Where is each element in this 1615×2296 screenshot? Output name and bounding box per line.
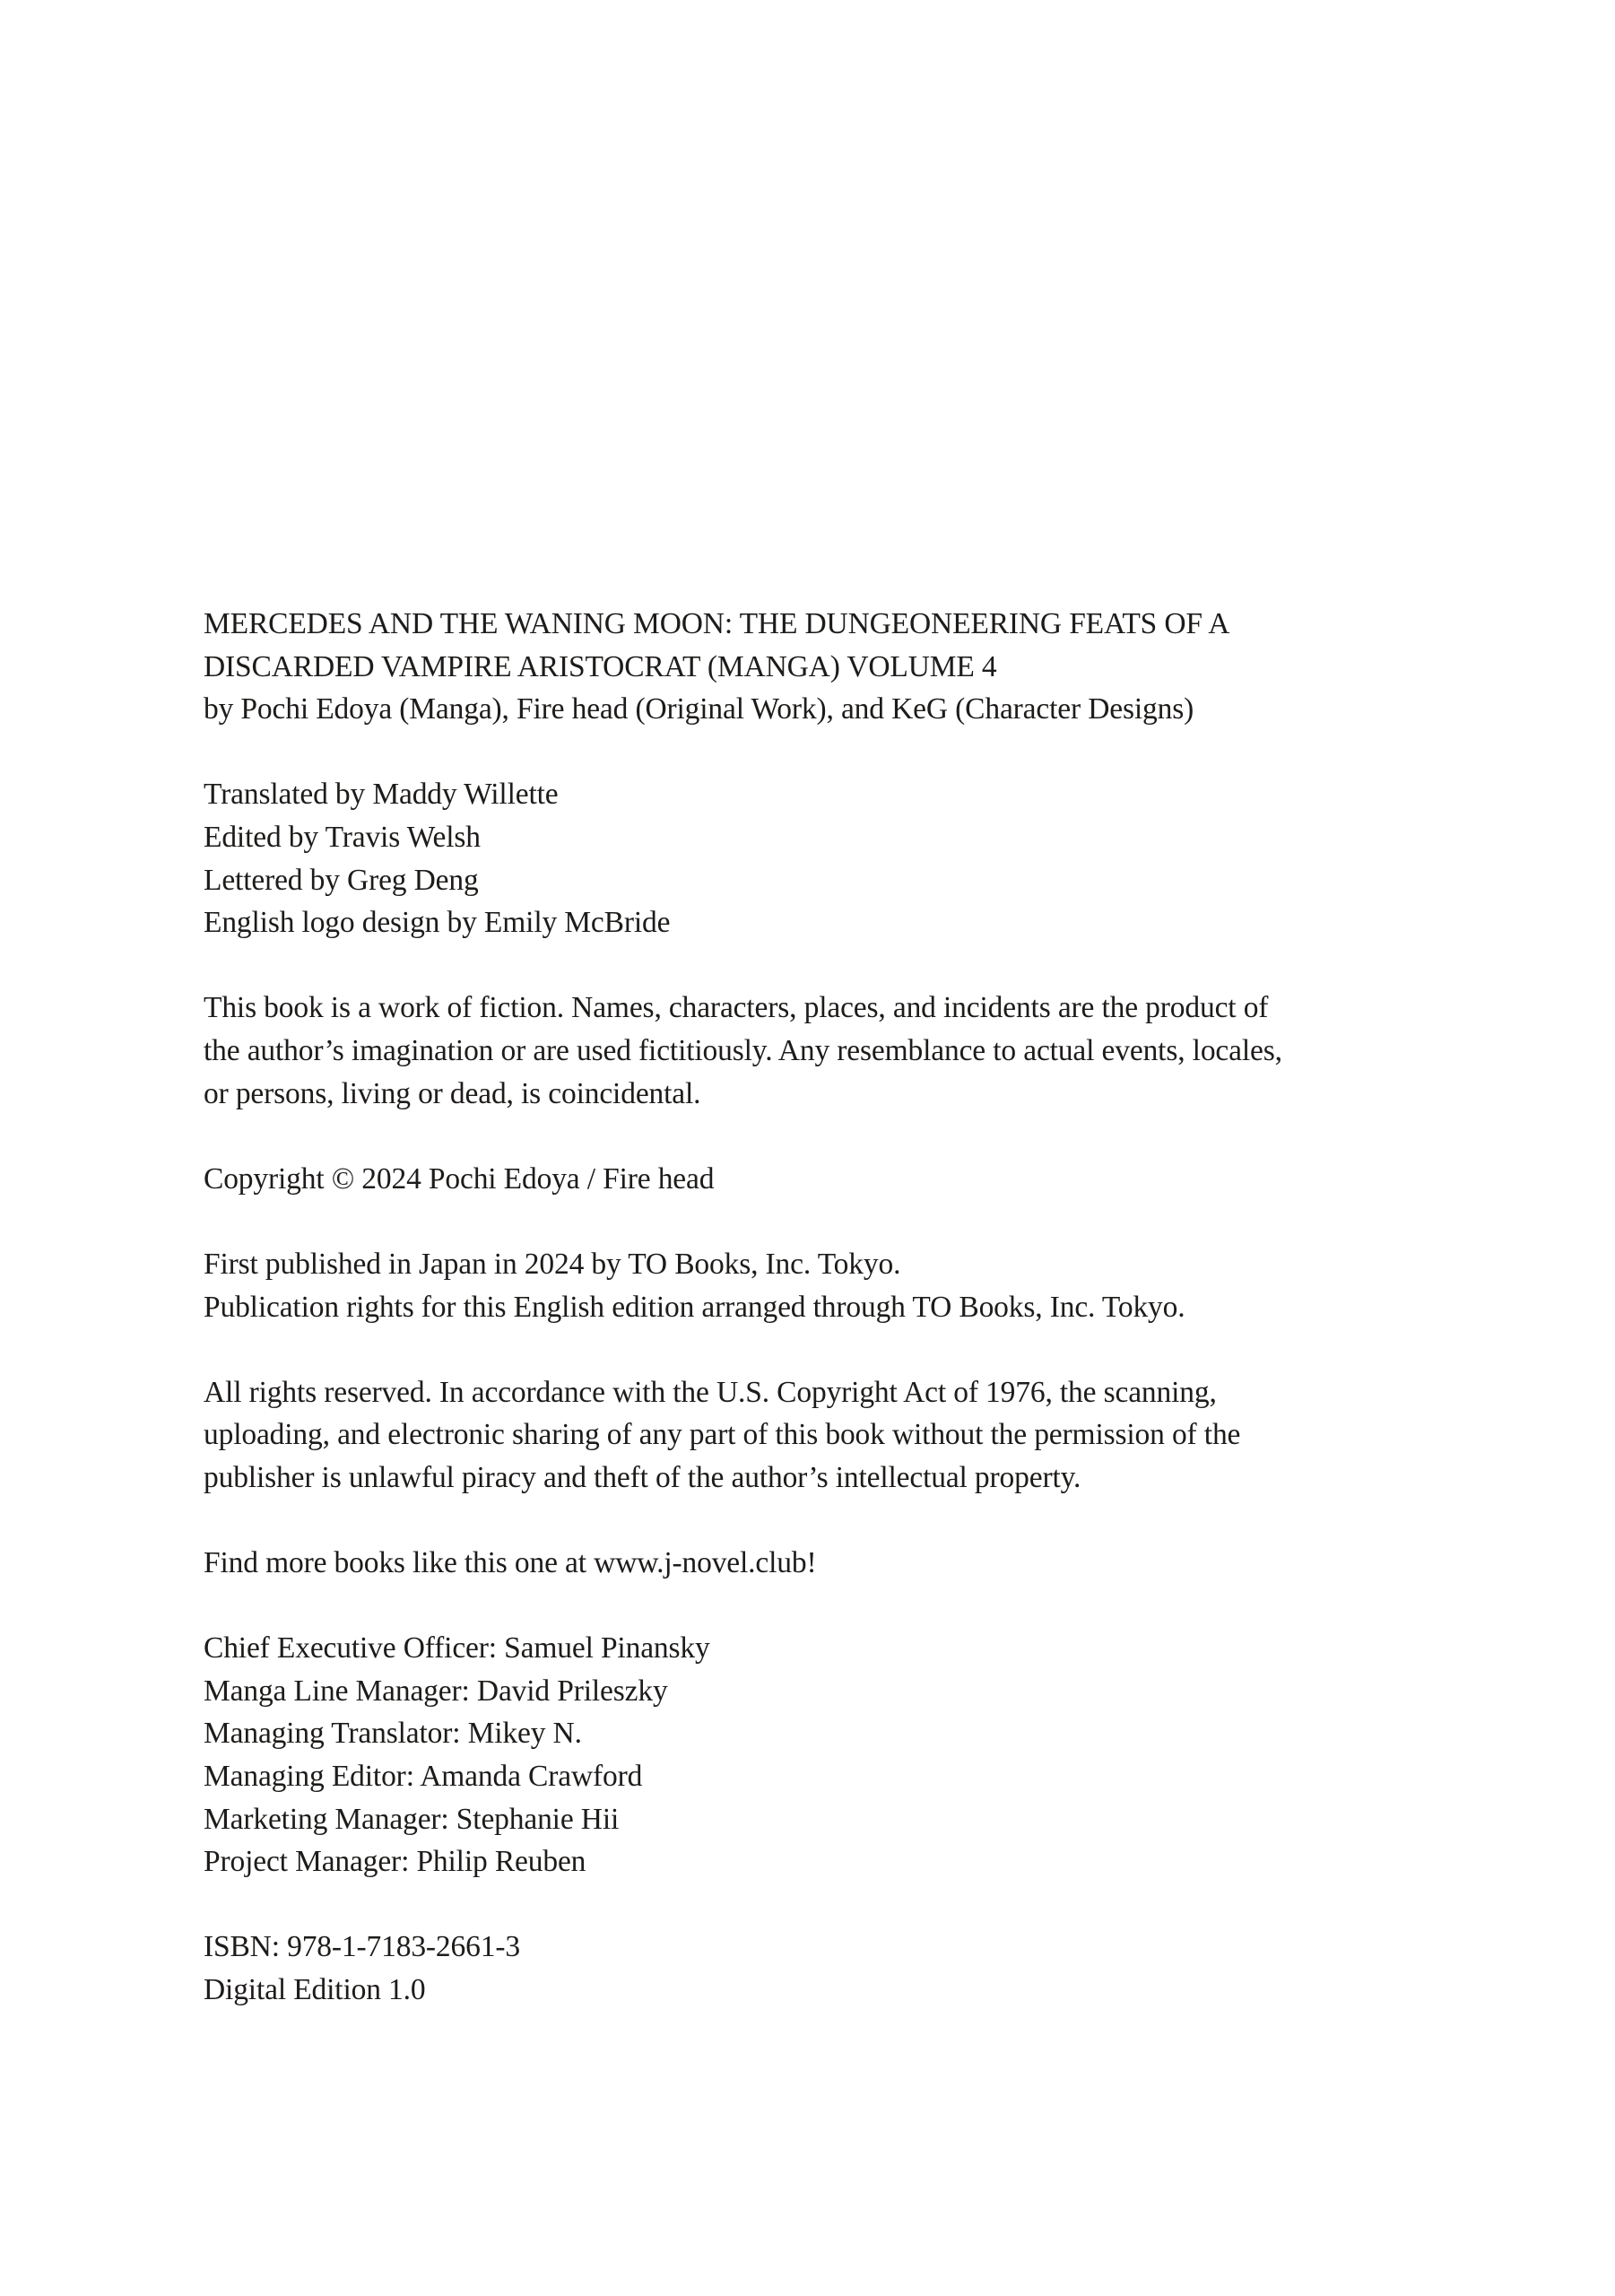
fiction-disclaimer-block	[204, 987, 1531, 1115]
rights-line-2: uploading, and electronic sharing of any part of this book without the permission of the	[204, 1418, 1241, 1452]
isbn-line: ISBN: 978-1-7183-2661-3	[204, 1930, 520, 1964]
copyright-notice-block	[204, 1158, 1531, 1201]
publication-rights-line: Publication rights for this English edition arranged through TO Books, Inc. Tokyo.	[204, 1290, 1185, 1324]
copyright-notice: Copyright © 2024 Pochi Edoya / Fire head	[204, 1161, 715, 1196]
publication-info-block	[204, 1243, 1531, 1328]
rights-line-1: All rights reserved. In accordance with the U.S. Copyright Act of 1976, the scanning,	[204, 1375, 1217, 1409]
edition-info-block	[204, 1926, 1531, 2011]
staff-project-manager: Project Manager: Philip Reuben	[204, 1845, 586, 1879]
rights-reserved-block	[204, 1371, 1531, 1500]
colophon-text-content	[204, 603, 1531, 2012]
disclaimer-line-1: This book is a work of fiction. Names, characters, places, and incidents are the product of	[204, 991, 1269, 1025]
book-title-line-1: MERCEDES AND THE WANING MOON: THE DUNGEONEERING FEATS OF A	[204, 607, 1230, 640]
staff-ceo: Chief Executive Officer: Samuel Pinansky	[204, 1631, 710, 1665]
translator-credit: Translated by Maddy Willette	[204, 778, 559, 812]
editor-credit: Edited by Travis Welsh	[204, 820, 481, 854]
first-published-line: First published in Japan in 2024 by TO Books, Inc. Tokyo.	[204, 1247, 901, 1281]
promo-block	[204, 1542, 1531, 1585]
title-block	[204, 603, 1531, 731]
logo-design-credit: English logo design by Emily McBride	[204, 906, 671, 940]
staff-credits-block	[204, 1627, 1531, 1883]
staff-managing-editor: Managing Editor: Amanda Crawford	[204, 1760, 643, 1794]
staff-marketing-manager: Marketing Manager: Stephanie Hii	[204, 1802, 620, 1836]
disclaimer-line-2: the author’s imagination or are used fictitiously. Any resemblance to actual events, locales,	[204, 1033, 1282, 1067]
staff-manga-line-manager: Manga Line Manager: David Prileszky	[204, 1674, 668, 1708]
rights-line-3: publisher is unlawful piracy and theft of the author’s intellectual property.	[204, 1460, 1081, 1494]
byline: by Pochi Edoya (Manga), Fire head (Original Work), and KeG (Character Designs)	[204, 692, 1194, 726]
digital-edition-line: Digital Edition 1.0	[204, 1973, 426, 2006]
promo-line: Find more books like this one at www.j-novel.club!	[204, 1546, 817, 1580]
staff-managing-translator: Managing Translator: Mikey N.	[204, 1717, 582, 1751]
letterer-credit: Lettered by Greg Deng	[204, 863, 479, 897]
translation-credits-block	[204, 773, 1531, 944]
disclaimer-line-3: or persons, living or dead, is coincidental.	[204, 1076, 701, 1110]
book-title-line-2: DISCARDED VAMPIRE ARISTOCRAT (MANGA) VOLUME 4	[204, 649, 997, 683]
